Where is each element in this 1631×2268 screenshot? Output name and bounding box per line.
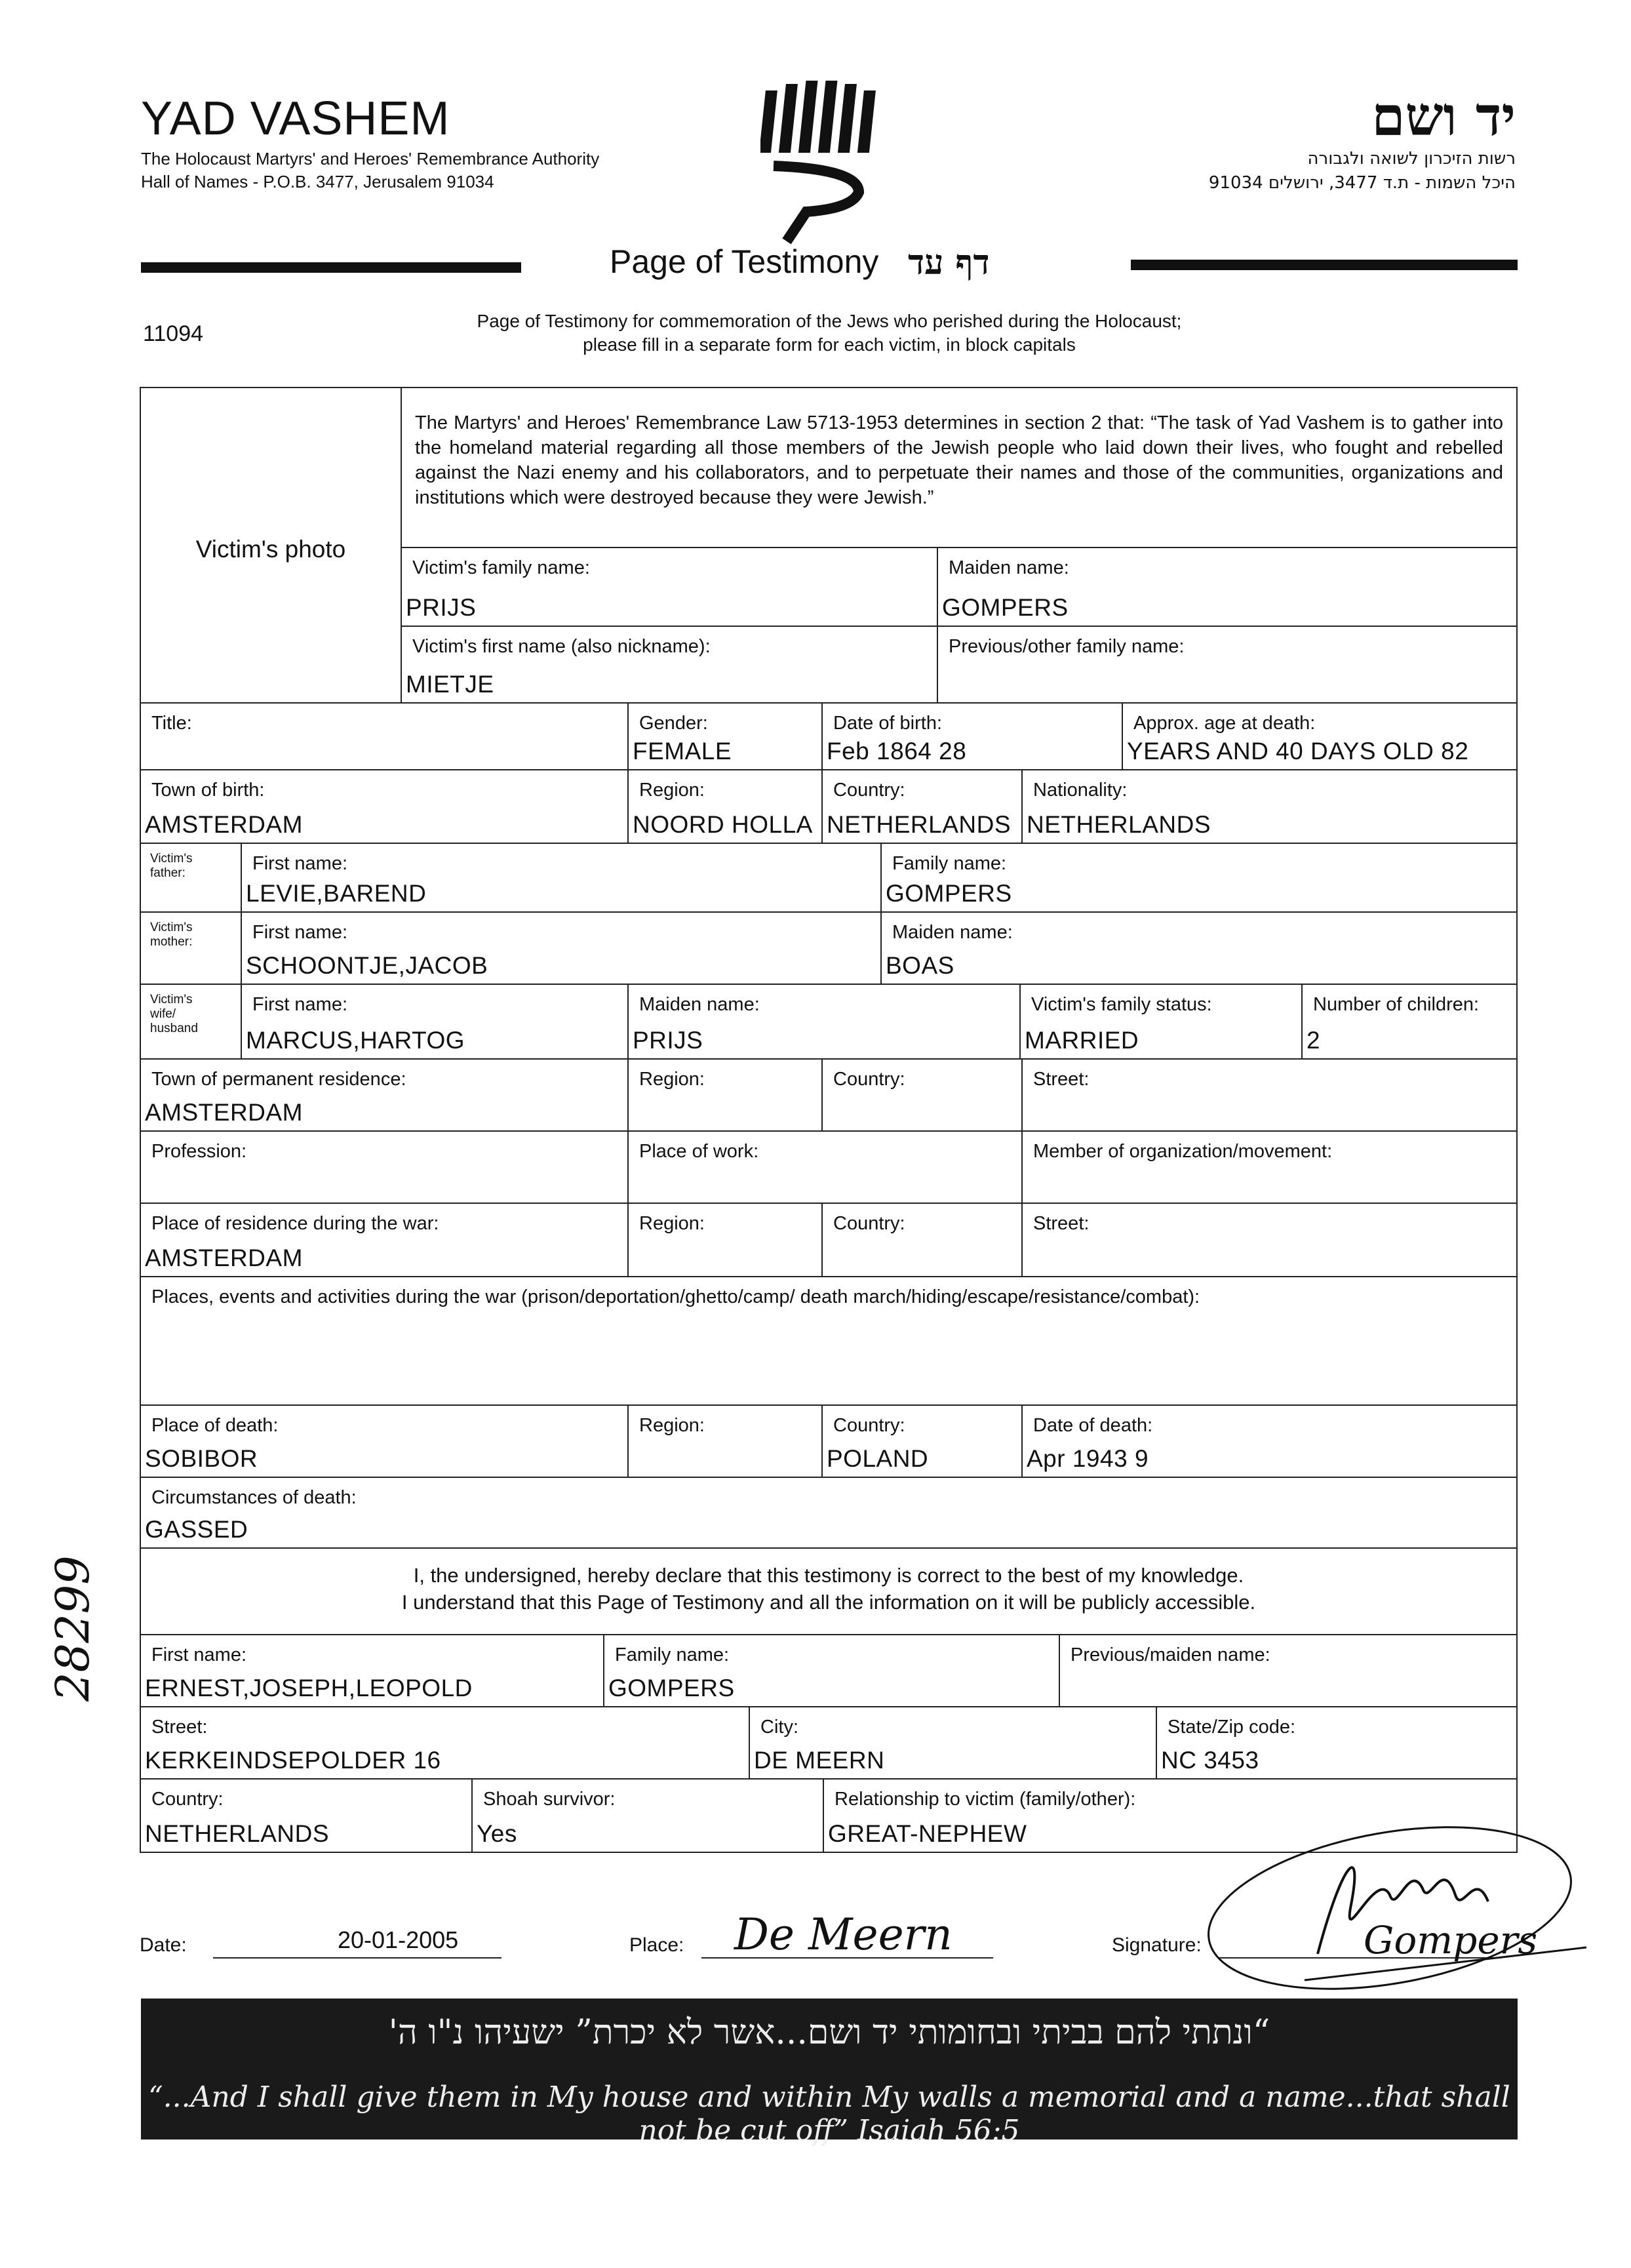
mother-first-name-field[interactable]: First name: SCHOONTJE,JACOB [241, 911, 882, 985]
submitter-first-name-field[interactable]: First name: ERNEST,JOSEPH,LEOPOLD [140, 1634, 604, 1707]
spouse-maiden-name-field[interactable]: Maiden name: PRIJS [627, 984, 1021, 1060]
war-region-field[interactable]: Region: [627, 1203, 823, 1277]
gender-field[interactable]: Gender: FEMALE [627, 702, 823, 770]
victim-family-name-value: PRIJS [406, 594, 477, 621]
mother-side-label-box: Victim's mother: [140, 911, 242, 985]
declaration-box [140, 1547, 1518, 1635]
victim-maiden-name-field[interactable]: Maiden name: GOMPERS [937, 547, 1518, 627]
org-address: Hall of Names - P.O.B. 3477, Jerusalem 91034 [141, 172, 494, 191]
shoah-survivor-field[interactable]: Shoah survivor: Yes [471, 1778, 824, 1853]
war-country-field[interactable]: Country: [821, 1203, 1023, 1277]
nationality-field[interactable]: Nationality: NETHERLANDS [1021, 769, 1518, 844]
signature-label: Signature: [1112, 1934, 1202, 1956]
place-of-death-field[interactable]: Place of death: SOBIBOR [140, 1404, 629, 1478]
margin-handwritten-number: 28299 [46, 1555, 100, 1701]
gender-value: FEMALE [633, 738, 732, 765]
law-text-box [401, 387, 1518, 548]
mother-first-name-value: SCHOONTJE,JACOB [246, 952, 488, 979]
place-label: Place: [629, 1934, 684, 1956]
org-subtitle-hebrew: רשות הזיכרון לשואה ולגבורה [1307, 149, 1516, 169]
victim-family-name-field[interactable]: Victim's family name: PRIJS [401, 547, 938, 627]
residence-street-field[interactable]: Street: [1021, 1058, 1518, 1132]
country-of-birth-value: NETHERLANDS [827, 811, 1011, 838]
declaration-text: I, the undersigned, hereby declare that this testimony is correct to the best of my knowledge. I understand that this Page of Testimony and all the information on it will be publicly accessible. [401, 1564, 1256, 1614]
residence-region-field[interactable]: Region: [627, 1058, 823, 1132]
spouse-first-name-field[interactable]: First name: MARCUS,HARTOG [241, 984, 629, 1060]
spouse-first-name-value: MARCUS,HARTOG [246, 1027, 465, 1054]
family-status-field[interactable]: Victim's family status: MARRIED [1019, 984, 1303, 1060]
circumstances-of-death-value: GASSED [145, 1516, 248, 1543]
form-instructions: Page of Testimony for commemoration of the Jews who perished during the Holocaust; please fill in a separate form for each victim, in block capitals [477, 311, 1182, 355]
age-at-death-value: YEARS AND 40 DAYS OLD 82 [1127, 738, 1469, 765]
submitter-family-name-value: GOMPERS [608, 1675, 735, 1701]
age-at-death-field[interactable]: Approx. age at death: YEARS AND 40 DAYS OLD 82 [1122, 702, 1518, 770]
war-events-field[interactable]: Places, events and activities during the war (prison/deportation/ghetto/camp/ death march/hiding/escape/resistance/combat): [140, 1276, 1518, 1406]
banner-english: “...And I shall give them in My house and within My walls a memorial and a name...that shall not be cut off” Isaiah 56:5 [148, 2080, 1510, 2147]
father-first-name-field[interactable]: First name: LEVIE,BAREND [241, 843, 882, 913]
victim-first-name-field[interactable]: Victim's first name (also nickname): MIETJE [401, 626, 938, 704]
date-of-death-field[interactable]: Date of death: Apr 1943 9 [1021, 1404, 1518, 1478]
permanent-residence-value: AMSTERDAM [145, 1099, 303, 1126]
place-of-work-field[interactable]: Place of work: [627, 1130, 1023, 1204]
signature-scribble-icon[interactable] [1193, 1816, 1613, 1993]
town-of-birth-value: AMSTERDAM [145, 811, 303, 838]
date-of-death-value: Apr 1943 9 [1027, 1445, 1149, 1472]
victim-first-name-value: MIETJE [406, 671, 494, 698]
org-address-hebrew: היכל השמות - ת.ד 3477, ירושלים 91034 [1208, 173, 1516, 193]
circumstances-of-death-field[interactable]: Circumstances of death: GASSED [140, 1477, 1518, 1549]
org-name: YAD VASHEM [141, 92, 450, 145]
death-region-field[interactable]: Region: [627, 1404, 823, 1478]
spouse-maiden-name-value: PRIJS [633, 1027, 703, 1054]
law-text: The Martyrs' and Heroes' Remembrance Law 5713-1953 determines in section 2 that: “The task of Yad Vashem is to gather into the homeland material regarding all those members of the Jewish people who laid down their lives, who fought and rebelled against the Nazi enemy and his collaborators, and to perpetuate their names and those of the communities, organizations and institutions which were destroyed because they were Jewish.” [415, 412, 1503, 508]
org-subtitle: The Holocaust Martyrs' and Heroes' Remembrance Authority [141, 149, 600, 169]
place-of-death-value: SOBIBOR [145, 1445, 258, 1472]
spouse-side-label-box: Victim's wife/ husband [140, 984, 242, 1060]
date-line [213, 1957, 501, 1959]
scripture-banner [141, 1999, 1518, 2147]
place-value[interactable]: De Meern [734, 1909, 953, 1960]
war-street-field[interactable]: Street: [1021, 1203, 1518, 1277]
death-country-field[interactable]: Country: POLAND [821, 1404, 1023, 1478]
page-title: Page of Testimony [610, 243, 879, 280]
victim-maiden-name-value: GOMPERS [942, 594, 1069, 621]
submitter-previous-name-field[interactable]: Previous/maiden name: [1059, 1634, 1518, 1707]
region-of-birth-field[interactable]: Region: NOORD HOLLA [627, 769, 823, 844]
relationship-field[interactable]: Relationship to victim (family/other): GREAT-NEPHEW [823, 1778, 1518, 1853]
victim-photo-label: Victim's photo [195, 536, 346, 563]
residence-country-field[interactable]: Country: [821, 1058, 1023, 1132]
father-family-name-field[interactable]: Family name: GOMPERS [880, 843, 1518, 913]
organization-field[interactable]: Member of organization/movement: [1021, 1130, 1518, 1204]
town-of-birth-field[interactable]: Town of birth: AMSTERDAM [140, 769, 629, 844]
submitter-country-field[interactable]: Country: NETHERLANDS [140, 1778, 473, 1853]
nationality-value: NETHERLANDS [1027, 811, 1211, 838]
submitter-street-field[interactable]: Street: KERKEINDSEPOLDER 16 [140, 1706, 750, 1780]
father-side-label-box: Victim's father: [140, 843, 242, 913]
war-residence-value: AMSTERDAM [145, 1244, 303, 1271]
title-field[interactable]: Title: [140, 702, 629, 770]
victim-photo-box[interactable] [140, 387, 402, 704]
submitter-first-name-value: ERNEST,JOSEPH,LEOPOLD [145, 1675, 473, 1701]
relationship-value: GREAT-NEPHEW [828, 1820, 1027, 1847]
submitter-street-value: KERKEINDSEPOLDER 16 [145, 1747, 441, 1774]
header-rule-right [1131, 260, 1518, 270]
father-first-name-value: LEVIE,BAREND [246, 880, 427, 907]
submitter-city-value: DE MEERN [754, 1747, 885, 1774]
page-title-hebrew: דף עד [908, 243, 990, 283]
submitter-zip-value: NC 3453 [1161, 1747, 1259, 1774]
submitter-country-value: NETHERLANDS [145, 1820, 329, 1847]
date-of-birth-field[interactable]: Date of birth: Feb 1864 28 [821, 702, 1123, 770]
signature-text: Gompers [1364, 1918, 1538, 1962]
number-of-children-value: 2 [1307, 1027, 1321, 1054]
yad-vashem-logo-icon [760, 77, 885, 248]
banner-hebrew: “ונתתי להם בביתי ובחומותי יד ושם...אשר לא יכרת” ישעיהו נ"ו ה' [388, 2013, 1270, 2052]
submitter-zip-field[interactable]: State/Zip code: NC 3453 [1156, 1706, 1518, 1780]
shoah-survivor-value: Yes [477, 1820, 517, 1847]
number-of-children-field[interactable]: Number of children: 2 [1301, 984, 1518, 1060]
submitter-family-name-field[interactable]: Family name: GOMPERS [603, 1634, 1060, 1707]
date-of-birth-value: Feb 1864 28 [827, 738, 967, 765]
region-of-birth-value: NOORD HOLLA [633, 811, 813, 838]
org-name-hebrew: יד ושם [1371, 85, 1516, 148]
form-number: 11094 [143, 321, 204, 346]
profession-field[interactable]: Profession: [140, 1130, 629, 1204]
country-of-birth-field[interactable]: Country: NETHERLANDS [821, 769, 1023, 844]
father-family-name-value: GOMPERS [886, 880, 1012, 907]
mother-maiden-name-field[interactable]: Maiden name: BOAS [880, 911, 1518, 985]
mother-maiden-name-value: BOAS [886, 952, 954, 979]
permanent-residence-field[interactable]: Town of permanent residence: AMSTERDAM [140, 1058, 629, 1132]
submitter-city-field[interactable]: City: DE MEERN [749, 1706, 1157, 1780]
header-rule-left [141, 262, 521, 273]
date-value[interactable]: 20-01-2005 [338, 1926, 459, 1953]
family-status-value: MARRIED [1025, 1027, 1139, 1054]
death-country-value: POLAND [827, 1445, 929, 1472]
date-label: Date: [140, 1934, 187, 1956]
war-residence-field[interactable]: Place of residence during the war: AMSTERDAM [140, 1203, 629, 1277]
victim-previous-name-field[interactable]: Previous/other family name: [937, 626, 1518, 704]
